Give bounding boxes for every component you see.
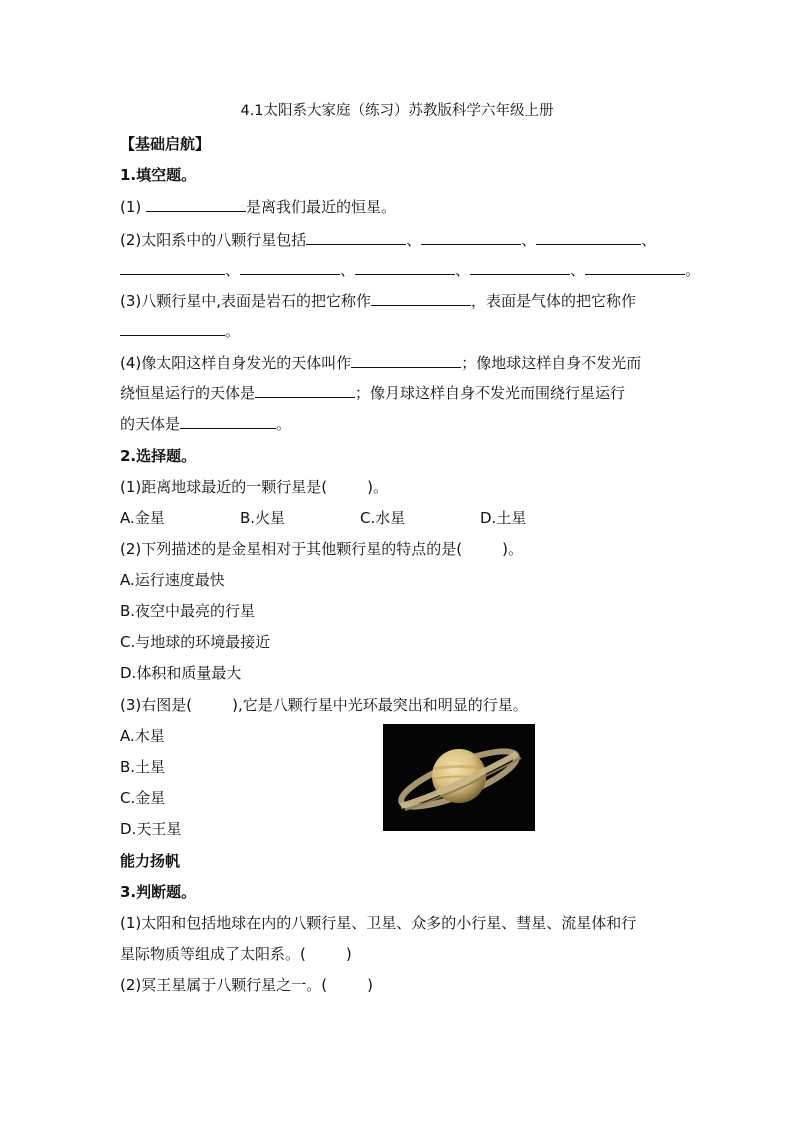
- separator: 、: [455, 261, 471, 279]
- blank[interactable]: [421, 229, 521, 245]
- q1-item4-line3: [120, 413, 291, 434]
- q2-item2-stem: [120, 539, 523, 559]
- q2-item1-stem-b: )。: [367, 478, 388, 496]
- q2-item1-stem: [120, 477, 388, 497]
- q1-item3-line2: [120, 320, 240, 341]
- option-b[interactable]: B.火星: [240, 509, 286, 527]
- q1-item2-line1: [120, 229, 656, 250]
- blank[interactable]: [351, 352, 461, 368]
- option-a[interactable]: A.金星: [120, 509, 165, 527]
- q3-item1-line2: [120, 944, 352, 964]
- q2-item3-option-d[interactable]: D.天王星: [120, 820, 182, 838]
- q3-item2-text: (2)冥王星属于八颗行星之一。(: [120, 976, 328, 994]
- q1-item4-a: (4)像太阳这样自身发光的天体叫作: [120, 354, 352, 372]
- q3-item2: [120, 975, 373, 995]
- q3-item1-text: 星际物质等组成了太阳系。(: [120, 945, 306, 963]
- section-heading-basic: 【基础启航】: [120, 135, 211, 153]
- q2-item2-option-c[interactable]: C.与地球的环境最接近: [120, 633, 271, 651]
- separator: 、: [521, 231, 537, 249]
- q2-item3-stem: [120, 695, 528, 715]
- separator: 、: [641, 231, 657, 249]
- q1-item4-d: ；像月球这样自身不发光而围绕行星运行: [355, 384, 626, 402]
- separator: 、: [340, 261, 356, 279]
- option-d[interactable]: D.土星: [480, 509, 527, 527]
- blank[interactable]: [120, 259, 225, 275]
- q2-item2-stem-b: )。: [502, 540, 523, 558]
- q2-item3-option-c[interactable]: C.金星: [120, 789, 166, 807]
- q1-item1: [120, 196, 396, 217]
- q2-item1-stem-a: (1)距离地球最近的一颗行星是(: [120, 478, 328, 496]
- q2-item1-options: [120, 508, 600, 528]
- end-mark: 。: [276, 415, 292, 433]
- separator: 、: [570, 261, 586, 279]
- q1-item1-suffix: 是离我们最近的恒星。: [246, 198, 397, 216]
- saturn-image: [383, 724, 535, 831]
- q2-item2-option-b[interactable]: B.夜空中最亮的行星: [120, 602, 256, 620]
- blank[interactable]: [585, 259, 685, 275]
- separator: 、: [225, 261, 241, 279]
- q1-heading: 1.填空题。: [120, 166, 197, 184]
- saturn-illustration: [383, 724, 535, 831]
- blank[interactable]: [371, 290, 471, 306]
- option-c[interactable]: C.水星: [360, 509, 406, 527]
- q2-item3-option-a[interactable]: A.木星: [120, 727, 165, 745]
- q1-item4-c: 绕恒星运行的天体是: [120, 384, 256, 402]
- q3-heading: 3.判断题。: [120, 883, 197, 901]
- blank[interactable]: [180, 413, 276, 429]
- q2-heading: 2.选择题。: [120, 447, 197, 465]
- blank[interactable]: [120, 320, 225, 336]
- q1-item2-line2: [120, 259, 700, 280]
- blank[interactable]: [536, 229, 641, 245]
- q1-item3-b: ，表面是气体的把它称作: [471, 292, 637, 310]
- q2-item2-stem-a: (2)下列描述的是金星相对于其他颗行星的特点的是(: [120, 540, 463, 558]
- q3-item1-close: ): [345, 945, 352, 963]
- separator: 、: [406, 231, 422, 249]
- end-mark: 。: [685, 261, 701, 279]
- q1-item1-prefix: (1): [120, 198, 142, 216]
- blank[interactable]: [306, 229, 406, 245]
- q1-item3-a: (3)八颗行星中,表面是岩石的把它称作: [120, 292, 372, 310]
- blank[interactable]: [470, 259, 570, 275]
- q2-item2-option-a[interactable]: A.运行速度最快: [120, 571, 225, 589]
- q1-item4-e: 的天体是: [120, 415, 181, 433]
- q2-item2-option-d[interactable]: D.体积和质量最大: [120, 664, 242, 682]
- blank[interactable]: [240, 259, 340, 275]
- q1-item2-prefix: (2)太阳系中的八颗行星包括: [120, 231, 307, 249]
- q1-item3-line1: [120, 290, 636, 311]
- q1-item4-line1: [120, 352, 641, 373]
- q2-item3-stem-b: ),它是八颗行星中光环最突出和明显的行星。: [232, 696, 528, 714]
- section-heading-ability: 能力扬帆: [120, 852, 181, 870]
- q3-item2-close: ): [367, 976, 373, 994]
- q2-item3-option-b[interactable]: B.土星: [120, 758, 166, 776]
- q3-item1-line1: (1)太阳和包括地球在内的八颗行星、卫星、众多的小行星、彗星、流星体和行: [120, 914, 637, 932]
- end-mark: 。: [225, 322, 241, 340]
- q1-item4-line2: [120, 382, 625, 403]
- page-title: 4.1太阳系大家庭（练习）苏教版科学六年级上册: [240, 103, 554, 119]
- blank[interactable]: [146, 196, 246, 212]
- blank[interactable]: [255, 382, 355, 398]
- q1-item4-b: ；像地球这样自身不发光而: [461, 354, 642, 372]
- blank[interactable]: [355, 259, 455, 275]
- q2-item3-stem-a: (3)右图是(: [120, 696, 193, 714]
